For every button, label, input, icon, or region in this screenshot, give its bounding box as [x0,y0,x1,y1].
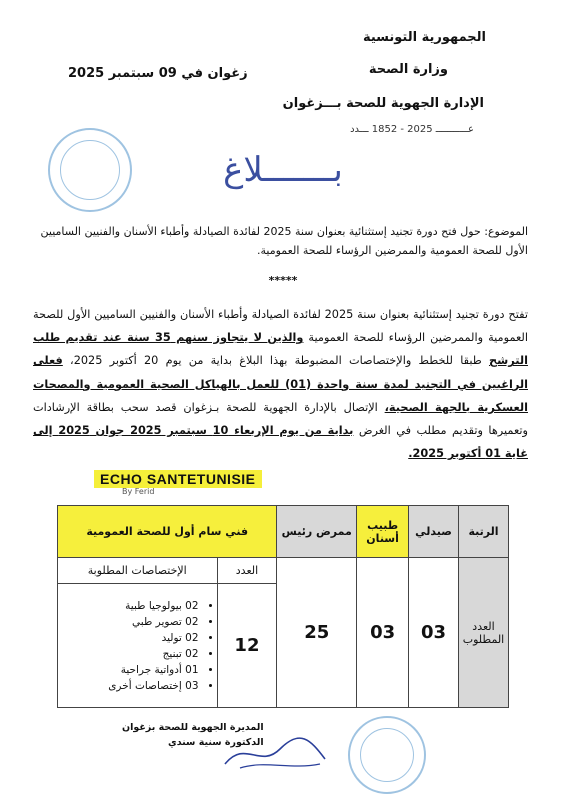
official-stamp-icon [348,716,426,794]
subheader-count: العدد [217,558,277,584]
signatory-title: المديرة الجهوية للصحة بزغوان [122,722,264,733]
row-label-required: العدد المطلوب [459,558,509,708]
specialties-cell [58,584,218,708]
list-item: • 02 توليد [58,630,199,646]
list-item: • 02 تبنيج [58,646,199,662]
list-item: • 03 إختصاصات أخرى [58,678,199,694]
positions-table [57,505,509,708]
header-rank: الرتبة [459,506,509,558]
subject-line: الموضوع: حول فتح دورة تجنيد إستثنائية بعنوان سنة 2025 لفائدة الصيادلة وأطباء الأسنان والفنيين الساميين الأول للصحة العمومية والممرضين الرؤساء للصحة العمومية. [40,225,528,257]
ministry-heading: وزارة الصحة [368,62,448,77]
region-heading: الإدارة الجهوية للصحة بـــزغوان [282,96,484,111]
nurse-count: 25 [277,558,357,708]
watermark-brand: ECHO SANTETUNISIE [94,470,262,488]
specialties-list [58,598,217,694]
separator-stars: ***** [268,274,298,287]
watermark-byline: By Ferid [122,487,155,496]
body-bold-3: بداية من يوم الإربعاء 10 سبتمبر 2025 جوان 2025 إلى غاية 01 أكتوبر 2025. [33,424,528,461]
watermark [94,469,262,496]
header-technician: فني سام أول للصحة العمومية [58,506,277,558]
subheader-specialties: الإختصاصات المطلوبة [58,558,218,584]
body-bold-2: فعلى الراغبين في التجنيد لمدة سنة واحدة (01) للعمل بالهياكل الصحية العمومية والمصحات العسكرية بالجهة الصحية، [33,354,528,414]
document-title: بـــــــلاغ [223,150,343,190]
list-item: • 01 أدواتية جراحية [58,662,199,678]
header-pharmacist: صيدلي [409,506,459,558]
list-item: • 02 تصوير طبي [58,614,199,630]
pharmacist-count: 03 [409,558,459,708]
dentist-count: 03 [357,558,409,708]
reference-number: عـــــــــــ 2025 - 1852 ـــدد [350,124,474,135]
header-head-nurse: ممرض رئيس [277,506,357,558]
announcement-body [33,303,528,465]
header-dentist: طبيب أسنان [357,506,409,558]
technician-count: 12 [217,584,277,708]
date-line: زغوان في 09 سبتمبر 2025 [68,66,248,81]
body-text-3: الإتصال بالإدارة الجهوية للصحة بـزغوان قصد سحب بطاقة الإرشادات وتعميرها وتقديم مطلب في الغرض [33,400,528,438]
republic-heading: الجمهورية التونسية [362,30,486,45]
list-item: • 02 بيولوجيا طبية [58,598,199,614]
body-text-1: تفتح دورة تجنيد إستثنائية بعنوان سنة 2025 لفائدة الصيادلة وأطباء الأسنان والفنيين الساميين الأول للصحة العمومية والممرضين الرؤساء للصحة العمومية [33,308,529,345]
signatory-name: الدكتورة سنية سندي [167,737,264,748]
body-bold-1: والذين لا يتجاوز سنهم 35 سنة عند تقديم طلب الترشح [33,331,528,368]
signature-scrawl-icon [220,734,330,774]
body-text-2: طبقا للخطط والإختصاصات المضبوطة بهذا البلاغ بداية من يوم 20 أكتوبر 2025، [62,354,489,368]
